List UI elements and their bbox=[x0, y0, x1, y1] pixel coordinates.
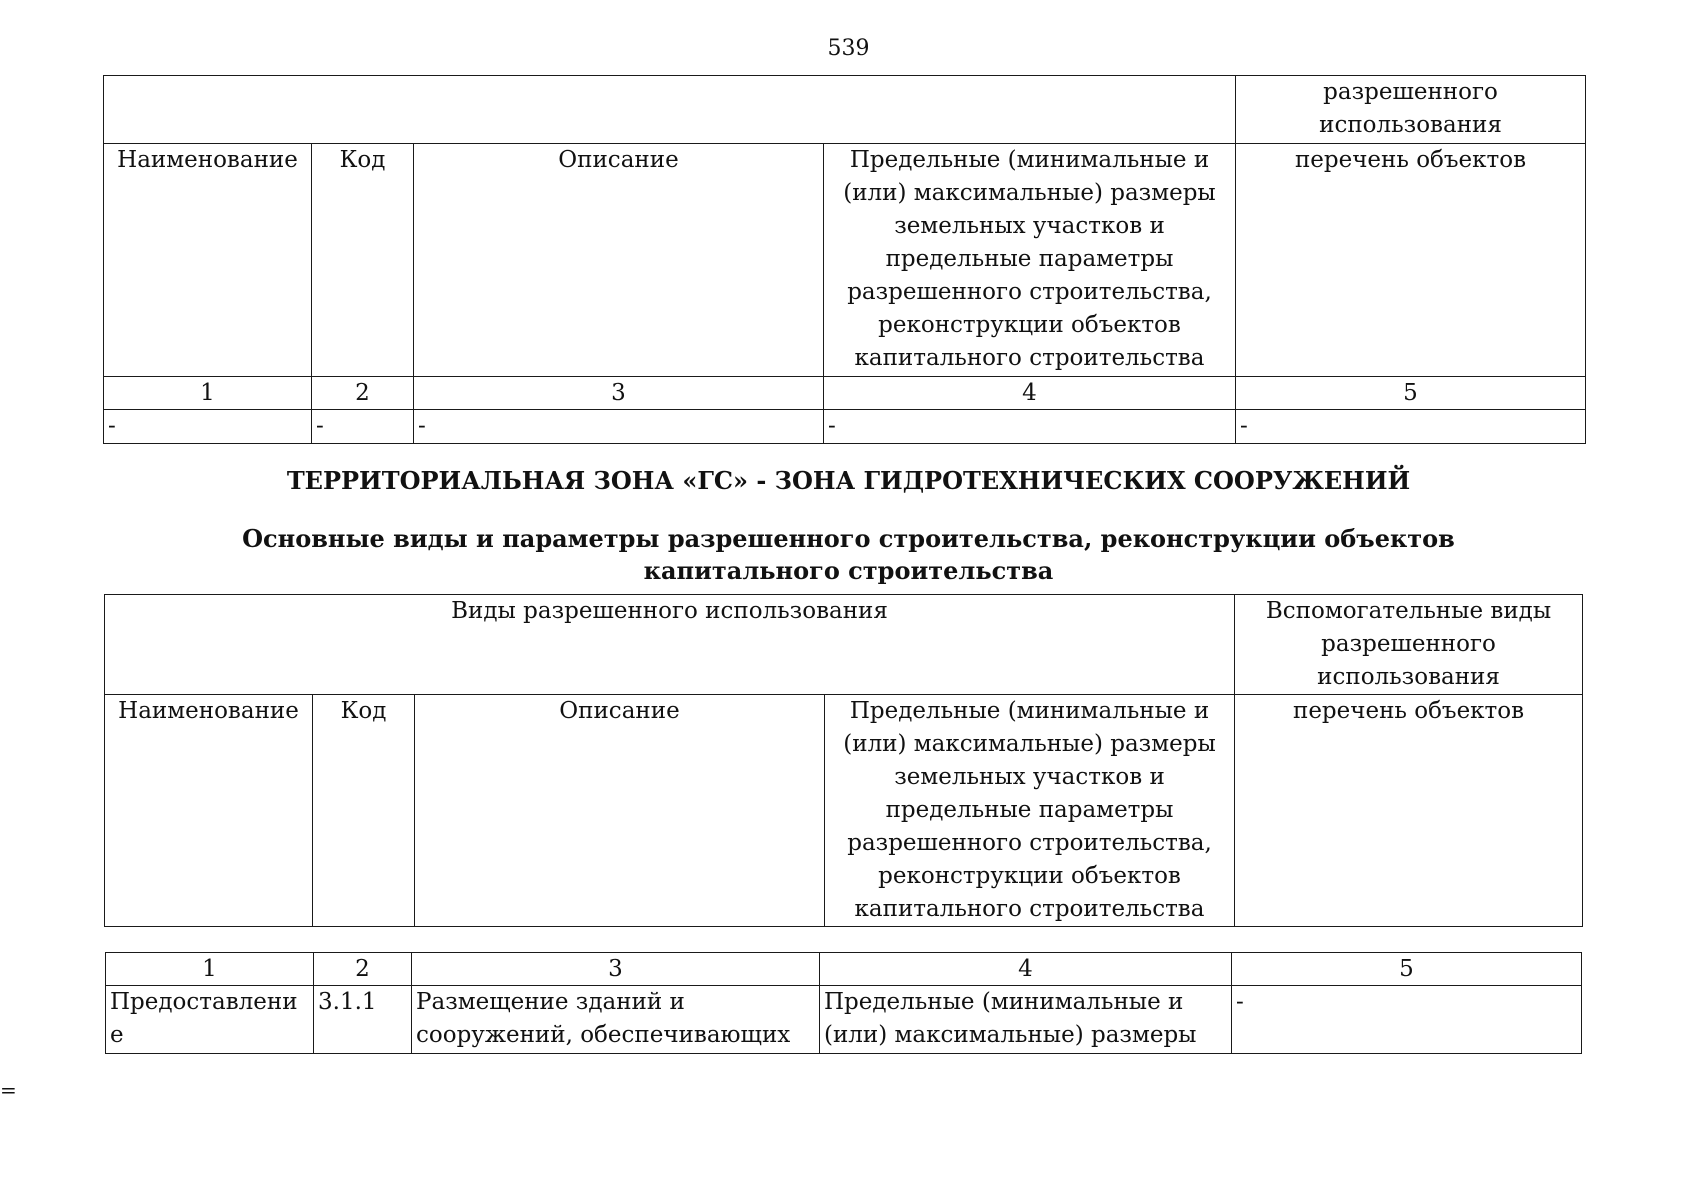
table-cell: - bbox=[414, 410, 824, 444]
cell-description: Размещение зданий и сооружений, обеспечивающих bbox=[412, 986, 820, 1054]
cell-name: Предоставлени е bbox=[106, 986, 314, 1054]
column-number: 5 bbox=[1236, 377, 1586, 410]
table-cell: - bbox=[1236, 410, 1586, 444]
column-number: 4 bbox=[820, 953, 1232, 986]
column-number: 5 bbox=[1232, 953, 1582, 986]
header-description: Описание bbox=[415, 695, 825, 927]
table-cell: - bbox=[104, 410, 312, 444]
column-number: 2 bbox=[312, 377, 414, 410]
group-header-empty bbox=[104, 76, 1236, 144]
column-number: 1 bbox=[104, 377, 312, 410]
zone-table-continued bbox=[103, 75, 1586, 444]
group-header-aux: Вспомогательные виды разрешенного использования bbox=[1235, 595, 1583, 695]
column-number: 4 bbox=[824, 377, 1236, 410]
cell-code: 3.1.1 bbox=[314, 986, 412, 1054]
header-limits: Предельные (минимальные и (или) максимальные) размеры земельных участков и предельные параметры разрешенного строительства, реконструкции объектов капитального строительства bbox=[825, 695, 1235, 927]
zone-table-header bbox=[104, 594, 1583, 927]
column-number: 3 bbox=[412, 953, 820, 986]
table-cell: - bbox=[824, 410, 1236, 444]
header-objects: перечень объектов bbox=[1235, 695, 1583, 927]
header-name: Наименование bbox=[104, 144, 312, 377]
header-code: Код bbox=[313, 695, 415, 927]
header-objects: перечень объектов bbox=[1236, 144, 1586, 377]
section-subtitle: Основные виды и параметры разрешенного строительства, реконструкции объектов капитального строительства bbox=[242, 524, 1455, 585]
header-description: Описание bbox=[414, 144, 824, 377]
zone-title: ТЕРРИТОРИАЛЬНАЯ ЗОНА «ГС» - ЗОНА ГИДРОТЕХНИЧЕСКИХ СООРУЖЕНИЙ bbox=[286, 466, 1411, 495]
header-limits: Предельные (минимальные и (или) максимальные) размеры земельных участков и предельные параметры разрешенного строительства, реконструкции объектов капитального строительства bbox=[824, 144, 1236, 377]
page-number: 539 bbox=[827, 36, 870, 61]
header-name: Наименование bbox=[105, 695, 313, 927]
cell-objects: - bbox=[1232, 986, 1582, 1054]
margin-mark: = bbox=[0, 1078, 17, 1102]
table-cell: - bbox=[312, 410, 414, 444]
group-header-aux: разрешенного использования bbox=[1236, 76, 1586, 144]
cell-limits: Предельные (минимальные и (или) максимальные) размеры bbox=[820, 986, 1232, 1054]
group-header-main: Виды разрешенного использования bbox=[105, 595, 1235, 695]
header-code: Код bbox=[312, 144, 414, 377]
zone-table-body bbox=[105, 952, 1582, 1054]
column-number: 1 bbox=[106, 953, 314, 986]
column-number: 2 bbox=[314, 953, 412, 986]
column-number: 3 bbox=[414, 377, 824, 410]
